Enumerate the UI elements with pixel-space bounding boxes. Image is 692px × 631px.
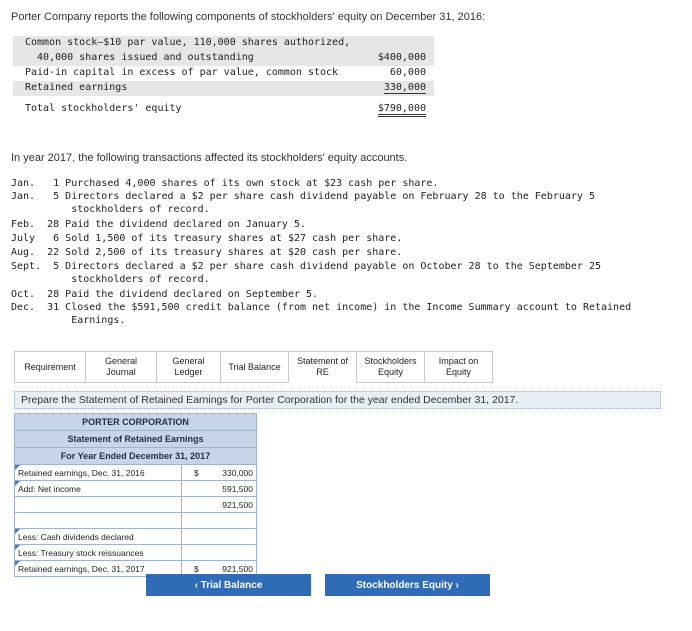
transaction-line: Aug. 22 Sold 2,500 of its treasury shares at $20 cash per share. (11, 247, 403, 258)
equity-row-total (13, 102, 434, 117)
transaction-line: stockholders of record. (11, 274, 210, 285)
transaction-line: Oct. 28 Paid the dividend declared on September 5. (11, 289, 319, 300)
tab-label: General (172, 356, 205, 366)
transaction-line: Feb. 28 Paid the dividend declared on January 5. (11, 219, 307, 230)
row-amount: 921,500 (222, 500, 253, 510)
transaction-line: Sept. 5 Directors declared a $2 per share cash dividend payable on October 28 to the September 25 (11, 261, 602, 272)
instruction-banner: Prepare the Statement of Retained Earnings for Porter Corporation for the year ended December 31, 2017. (14, 391, 661, 409)
equity-table (13, 36, 434, 124)
currency-sign: $ (194, 564, 199, 574)
cell-marker-icon (15, 561, 20, 566)
row-amount: 330,000 (222, 468, 253, 478)
tab-impact-on-equity[interactable] (424, 351, 493, 383)
tab-label: RE (316, 367, 329, 377)
cell-marker-icon (15, 545, 20, 550)
tab-label: General (104, 356, 138, 366)
row-amount-input[interactable] (182, 545, 257, 561)
row-label: Less: Treasury stock reissuances (18, 548, 144, 558)
tab-label: Stockholders (364, 356, 417, 366)
equity-row-paid-in (13, 66, 434, 81)
transaction-line: Jan. 1 Purchased 4,000 shares of its own stock at $23 cash per share. (11, 178, 439, 189)
equity-value: $790,000 (378, 103, 426, 117)
tab-statement-of-re[interactable] (288, 351, 357, 383)
tab-label: Ledger (174, 367, 203, 377)
prev-trial-balance-button[interactable] (146, 574, 311, 596)
statement-row (14, 545, 257, 561)
statement-row (14, 513, 257, 529)
requirement-tabs (14, 351, 492, 383)
tab-general-journal[interactable] (85, 351, 157, 383)
next-button-label: Stockholders Equity › (356, 579, 459, 591)
statement-title: Statement of Retained Earnings (14, 430, 257, 447)
row-amount-input[interactable] (182, 513, 257, 529)
row-label-input[interactable] (14, 545, 182, 561)
currency-sign: $ (194, 468, 199, 478)
tab-label: Trial Balance (228, 361, 281, 372)
statement-period: For Year Ended December 31, 2017 (14, 447, 257, 465)
row-label-input[interactable] (14, 529, 182, 545)
row-label: Retained earnings, Dec. 31, 2016 (18, 468, 145, 478)
equity-value: 330,000 (383, 82, 426, 93)
tab-general-ledger[interactable] (156, 351, 221, 383)
equity-row-common-stock (13, 36, 434, 51)
tab-requirement[interactable] (14, 351, 86, 383)
equity-value: 60,000 (389, 67, 426, 78)
equity-row-common-stock-cont (13, 51, 434, 66)
row-label-input[interactable] (14, 513, 182, 529)
equity-label: Retained earnings (25, 82, 128, 93)
cell-marker-icon (15, 529, 20, 534)
cell-marker-icon (15, 481, 20, 486)
row-amount: 921,500 (222, 564, 253, 574)
tab-label: Impact on (438, 356, 479, 366)
transaction-line: stockholders of record. (11, 204, 210, 215)
tab-label: Equity (445, 367, 471, 377)
tab-label: Statement of (296, 356, 349, 366)
row-amount-input[interactable] (182, 465, 257, 481)
equity-label: 40,000 shares issued and outstanding (25, 52, 254, 63)
row-label: Less: Cash dividends declared (18, 532, 134, 542)
row-label: Add: Net income (18, 484, 81, 494)
transaction-line: July 6 Sold 1,500 of its treasury shares at $27 cash per share. (11, 233, 403, 244)
prev-button-label: ‹ Trial Balance (194, 579, 263, 591)
transaction-line: Jan. 5 Directors declared a $2 per share cash dividend payable on February 28 to the February 5 (11, 191, 595, 202)
statement-row (14, 481, 257, 497)
tab-stockholders-equity[interactable] (356, 351, 425, 383)
equity-label: Paid-in capital in excess of par value, common stock (25, 67, 339, 78)
transaction-line: Earnings. (11, 315, 126, 326)
equity-value: $400,000 (377, 52, 426, 63)
transactions-intro: In year 2017, the following transactions affected its stockholders' equity accounts. (11, 152, 408, 164)
tab-label: Equity (377, 367, 403, 377)
row-amount-input[interactable] (182, 497, 257, 513)
tab-label: Requirement (24, 361, 76, 372)
tab-label: Journal (106, 367, 136, 377)
statement-row (14, 529, 257, 545)
row-label: Retained earnings, Dec. 31, 2017 (18, 564, 145, 574)
next-stockholders-equity-button[interactable] (325, 574, 490, 596)
cell-marker-icon (15, 465, 20, 470)
intro-text: Porter Company reports the following components of stockholders' equity on December 31, 2016: (11, 11, 486, 23)
transaction-line: Dec. 31 Closed the $591,500 credit balance (from net income) in the Income Summary account to Retained (11, 302, 632, 313)
statement-company: PORTER CORPORATION (14, 413, 257, 430)
statement-row (14, 465, 257, 481)
equity-row-retained (13, 81, 434, 96)
row-label-input[interactable] (14, 465, 182, 481)
row-label-input[interactable] (14, 497, 182, 513)
row-label-input[interactable] (14, 481, 182, 497)
transactions-list (11, 178, 686, 338)
row-amount: 591,500 (222, 484, 253, 494)
tab-trial-balance[interactable] (220, 351, 289, 383)
statement-row (14, 497, 257, 513)
row-amount-input[interactable] (182, 529, 257, 545)
row-amount-input[interactable] (182, 481, 257, 497)
equity-label: Total stockholders' equity (25, 103, 182, 114)
equity-label: Common stock—$10 par value, 110,000 shares authorized, (25, 37, 351, 48)
statement-of-retained-earnings (14, 413, 257, 577)
